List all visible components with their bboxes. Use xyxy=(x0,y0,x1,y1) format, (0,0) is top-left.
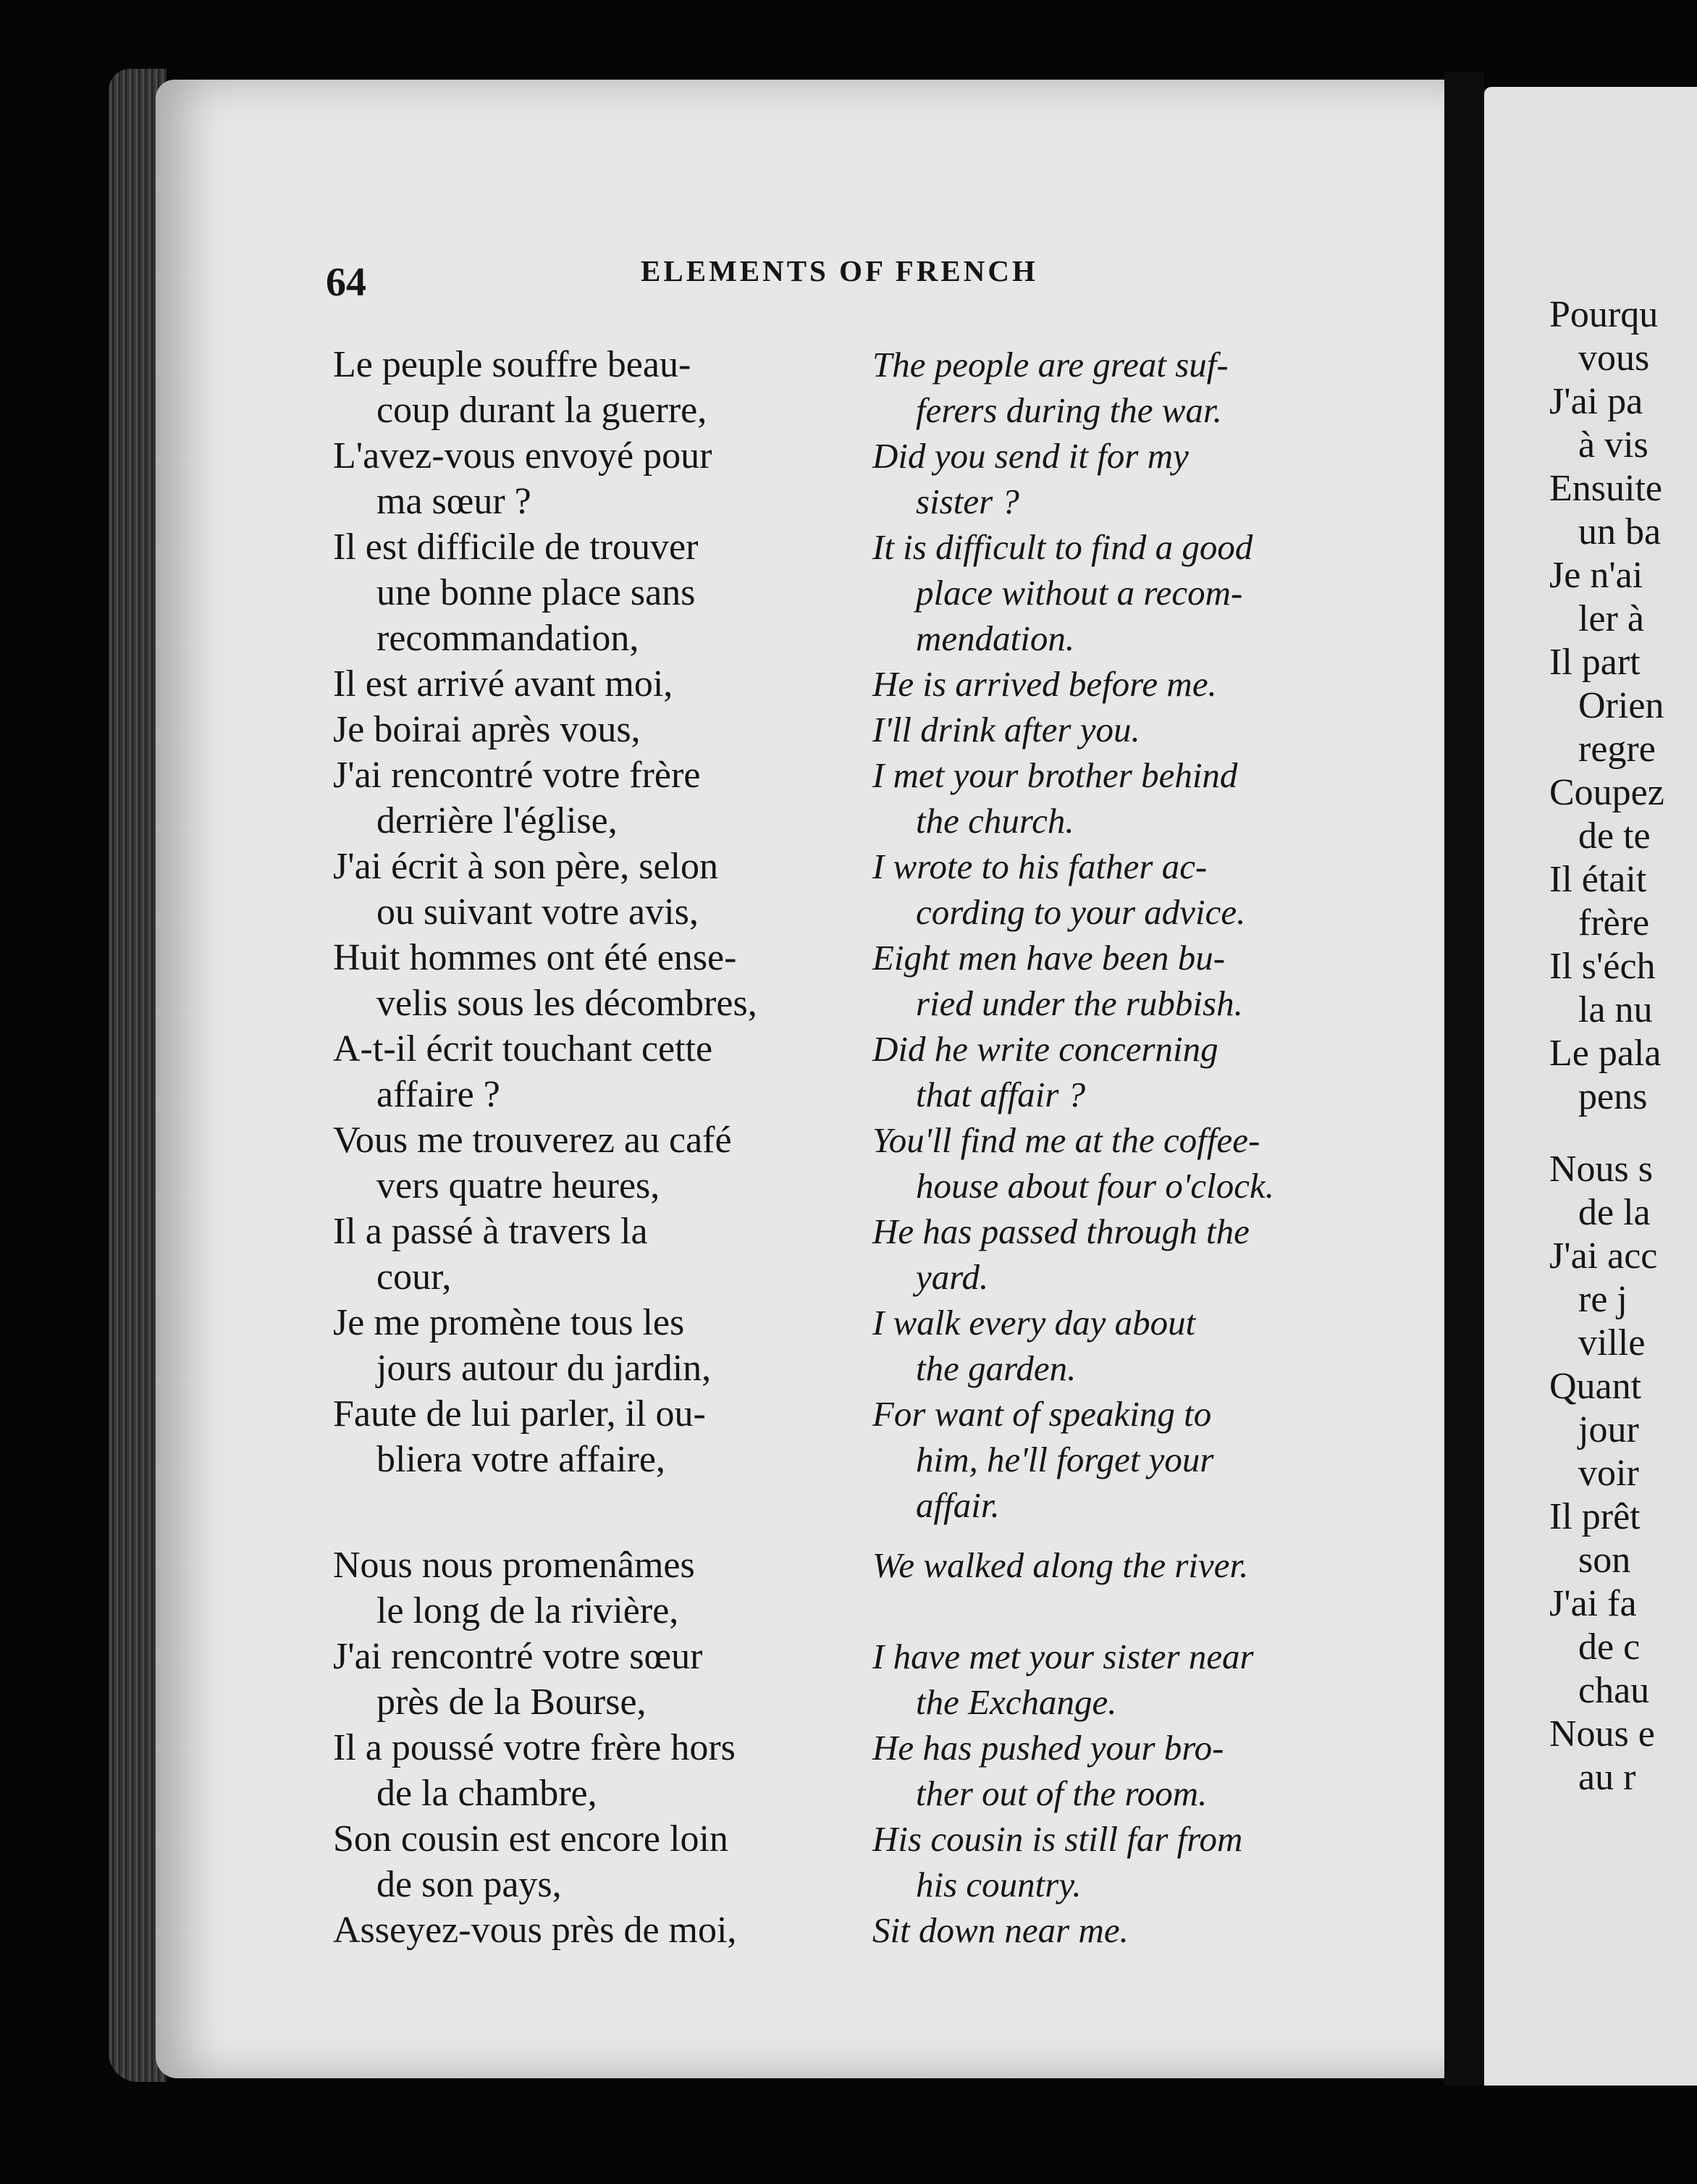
facing-page-line: son xyxy=(1578,1540,1631,1581)
english-line: His cousin is still far from xyxy=(872,1819,1243,1859)
english-translation xyxy=(872,935,1394,1026)
english-line: He has pushed your bro- xyxy=(872,1728,1224,1768)
french-line: J'ai rencontré votre frère xyxy=(333,755,701,796)
facing-page-line: J'ai pa xyxy=(1549,381,1643,422)
english-line: ried under the rubbish. xyxy=(916,983,1243,1023)
facing-page-line: chau xyxy=(1578,1670,1650,1711)
french-line: ma sœur ? xyxy=(376,481,531,522)
english-line: house about four o'clock. xyxy=(916,1166,1274,1206)
facing-page-line: Nous e xyxy=(1549,1713,1655,1755)
english-translation xyxy=(872,661,1394,707)
french-line: près de la Bourse, xyxy=(376,1681,647,1723)
english-translation xyxy=(872,844,1394,935)
english-translation xyxy=(872,1542,1394,1588)
french-line: recommandation, xyxy=(376,618,639,659)
french-phrase xyxy=(333,707,869,752)
facing-page-line: ville xyxy=(1578,1322,1646,1364)
english-line: He is arrived before me. xyxy=(872,664,1217,704)
french-line: une bonne place sans xyxy=(376,572,696,613)
facing-page-line: voir xyxy=(1578,1453,1639,1494)
book-gutter xyxy=(1444,72,1484,2086)
english-line: sister ? xyxy=(916,482,1019,521)
english-line: He has passed through the xyxy=(872,1211,1250,1251)
french-phrase xyxy=(333,524,869,661)
facing-page-line: Le pala xyxy=(1549,1033,1662,1074)
facing-page-line: re j xyxy=(1578,1279,1627,1320)
french-line: J'ai rencontré votre sœur xyxy=(333,1636,703,1677)
french-phrase xyxy=(333,1391,869,1482)
facing-page-line: de c xyxy=(1578,1626,1641,1668)
english-translation xyxy=(872,342,1394,433)
facing-page-line: de la xyxy=(1578,1192,1651,1233)
english-line: I walk every day about xyxy=(872,1303,1196,1343)
english-line: the Exchange. xyxy=(916,1682,1117,1722)
facing-page-line: au r xyxy=(1578,1757,1636,1798)
english-translation xyxy=(872,1725,1394,1816)
french-phrase xyxy=(333,844,869,935)
page-number: 64 xyxy=(326,260,366,305)
english-line: Did he write concerning xyxy=(872,1029,1218,1069)
french-line: velis sous les décombres, xyxy=(376,983,757,1024)
french-line: ou suivant votre avis, xyxy=(376,891,699,933)
french-line: Je boirai après vous, xyxy=(333,709,641,750)
french-line: Huit hommes ont été ense- xyxy=(333,937,737,978)
french-line: Asseyez-vous près de moi, xyxy=(333,1910,737,1951)
english-line: mendation. xyxy=(916,618,1075,658)
french-phrase xyxy=(333,1816,869,1907)
french-phrase xyxy=(333,1634,869,1725)
french-line: Nous nous promenâmes xyxy=(333,1545,695,1586)
facing-page-line: Il prêt xyxy=(1549,1496,1641,1537)
english-translation xyxy=(872,1300,1394,1391)
english-translation xyxy=(872,1391,1394,1528)
facing-page-line: un ba xyxy=(1578,511,1662,553)
french-line: coup durant la guerre, xyxy=(376,390,707,431)
facing-page-line: regre xyxy=(1578,728,1656,770)
english-line: the garden. xyxy=(916,1348,1077,1388)
facing-page-line: Nous s xyxy=(1549,1148,1654,1190)
facing-page-line: Orien xyxy=(1578,685,1664,726)
english-line: his country. xyxy=(916,1865,1082,1904)
french-line: Il a poussé votre frère hors xyxy=(333,1727,736,1768)
french-phrase xyxy=(333,342,869,433)
french-phrase xyxy=(333,1026,869,1117)
french-phrase xyxy=(333,1907,869,1953)
english-line: that affair ? xyxy=(916,1075,1086,1114)
french-line: Il est difficile de trouver xyxy=(333,526,699,568)
french-line: de la chambre, xyxy=(376,1773,597,1814)
english-translation xyxy=(872,1209,1394,1300)
french-line: vers quatre heures, xyxy=(376,1165,660,1206)
english-line: I met your brother behind xyxy=(872,755,1238,795)
facing-page-line: pens xyxy=(1578,1076,1648,1117)
facing-page-line: Il part xyxy=(1549,642,1641,683)
facing-page-line: Ensuite xyxy=(1549,468,1662,509)
facing-page-line: ler à xyxy=(1578,598,1644,639)
english-line: affair. xyxy=(916,1485,1000,1525)
french-line: Je me promène tous les xyxy=(333,1302,685,1343)
english-line: ferers during the war. xyxy=(916,390,1222,430)
facing-page-line: Coupez xyxy=(1549,772,1664,813)
french-phrase xyxy=(333,661,869,707)
french-line: Vous me trouverez au café xyxy=(333,1120,732,1161)
english-line: You'll find me at the coffee- xyxy=(872,1120,1260,1160)
french-phrase xyxy=(333,1209,869,1300)
french-line: jours autour du jardin, xyxy=(376,1348,712,1389)
french-phrase xyxy=(333,433,869,524)
french-line: Il est arrivé avant moi, xyxy=(333,663,673,705)
english-line: I'll drink after you. xyxy=(872,710,1140,749)
english-line: The people are great suf- xyxy=(872,345,1229,385)
french-line: Faute de lui parler, il ou- xyxy=(333,1393,706,1435)
french-line: Il a passé à travers la xyxy=(333,1211,648,1252)
french-line: J'ai écrit à son père, selon xyxy=(333,846,719,887)
french-phrase xyxy=(333,1117,869,1209)
english-line: ther out of the room. xyxy=(916,1773,1208,1813)
english-translation xyxy=(872,707,1394,752)
french-phrase xyxy=(333,1300,869,1391)
french-line: derrière l'église, xyxy=(376,800,618,841)
french-line: bliera votre affaire, xyxy=(376,1439,665,1480)
english-translation xyxy=(872,1026,1394,1117)
facing-page-line: de te xyxy=(1578,815,1651,857)
facing-page-line: Je n'ai xyxy=(1549,555,1643,596)
french-phrase xyxy=(333,1542,869,1634)
english-line: yard. xyxy=(916,1257,989,1297)
french-line: L'avez-vous envoyé pour xyxy=(333,435,712,476)
english-line: place without a recom- xyxy=(916,573,1243,613)
french-phrase xyxy=(333,935,869,1026)
facing-page-line: la nu xyxy=(1578,989,1653,1030)
english-line: Did you send it for my xyxy=(872,436,1189,476)
facing-page-line: J'ai acc xyxy=(1549,1235,1658,1277)
french-phrase xyxy=(333,752,869,844)
english-translation xyxy=(872,524,1394,661)
facing-page-line: Pourqu xyxy=(1549,294,1659,335)
english-line: Eight men have been bu- xyxy=(872,938,1226,978)
facing-page-line: vous xyxy=(1578,337,1650,379)
french-line: Le peuple souffre beau- xyxy=(333,344,691,385)
french-line: le long de la rivière, xyxy=(376,1590,679,1631)
english-line: Sit down near me. xyxy=(872,1910,1129,1950)
english-translation xyxy=(872,1117,1394,1209)
french-line: de son pays, xyxy=(376,1864,562,1905)
facing-page-line: à vis xyxy=(1578,424,1648,466)
english-line: For want of speaking to xyxy=(872,1394,1212,1434)
facing-page-line: Il s'éch xyxy=(1549,946,1656,987)
facing-page-line: Il était xyxy=(1549,859,1647,900)
facing-page-line: Quant xyxy=(1549,1366,1642,1407)
english-line: him, he'll forget your xyxy=(916,1440,1214,1479)
english-line: We walked along the river. xyxy=(872,1545,1249,1585)
english-translation xyxy=(872,1816,1394,1907)
english-line: the church. xyxy=(916,801,1074,841)
english-line: I have met your sister near xyxy=(872,1637,1254,1676)
french-line: A-t-il écrit touchant cette xyxy=(333,1028,713,1070)
french-line: affaire ? xyxy=(376,1074,500,1115)
facing-page-line: J'ai fa xyxy=(1549,1583,1637,1624)
facing-page-line: jour xyxy=(1578,1409,1639,1450)
french-line: cour, xyxy=(376,1256,452,1298)
english-translation xyxy=(872,752,1394,844)
english-line: cording to your advice. xyxy=(916,892,1246,932)
english-translation xyxy=(872,433,1394,524)
facing-page-line: frère xyxy=(1578,902,1650,944)
running-head: ELEMENTS OF FRENCH xyxy=(641,254,1038,287)
french-line: Son cousin est encore loin xyxy=(333,1818,728,1860)
facing-page-text xyxy=(1549,293,1697,1799)
english-translation xyxy=(872,1907,1394,1953)
english-translation xyxy=(872,1634,1394,1725)
english-line: I wrote to his father ac- xyxy=(872,847,1208,886)
english-line: It is difficult to find a good xyxy=(872,527,1253,567)
french-phrase xyxy=(333,1725,869,1816)
